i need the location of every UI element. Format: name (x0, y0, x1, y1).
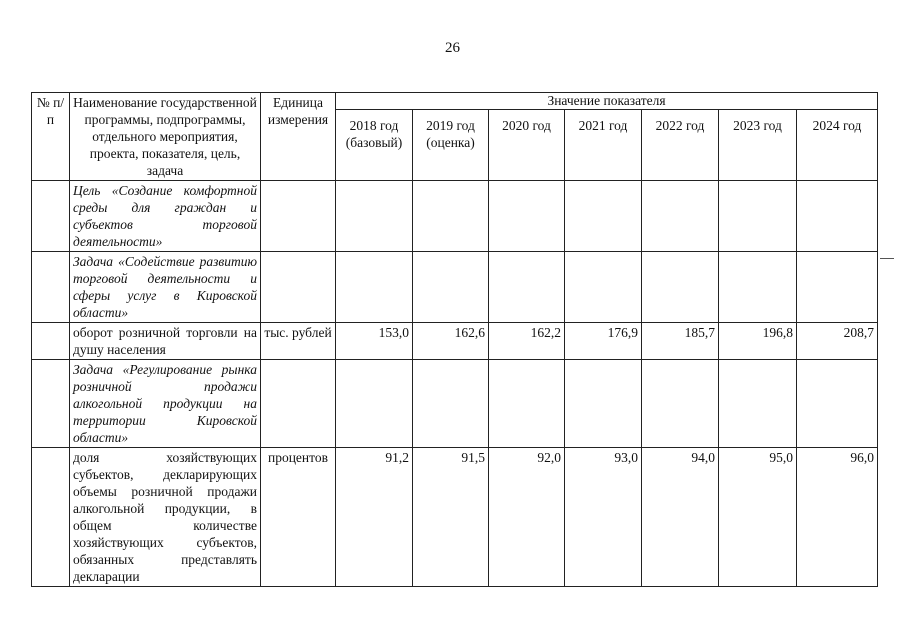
value-cell: 196,8 (719, 323, 797, 360)
value-cell: 96,0 (797, 448, 878, 587)
goal-text: Цель «Создание комфортной среды для граждан и субъектов торговой деятельности» (70, 181, 261, 252)
value-cell: 95,0 (719, 448, 797, 587)
header-name: Наименование государственной программы, подпрограммы, отдельного мероприятия, проекта, показателя, цель, задача (70, 93, 261, 181)
row-no (32, 252, 70, 323)
indicator-unit: тыс. рублей (261, 323, 336, 360)
header-year-2023: 2023 год (719, 110, 797, 181)
header-row-1 (32, 93, 878, 110)
value-cell: 94,0 (642, 448, 719, 587)
row-no (32, 360, 70, 448)
row-no (32, 181, 70, 252)
header-year-2020: 2020 год (489, 110, 565, 181)
value-cell: 162,6 (413, 323, 489, 360)
table-row (32, 323, 878, 360)
row-no (32, 448, 70, 587)
value-cell: 176,9 (565, 323, 642, 360)
task-text: Задача «Содействие развитию торговой деятельности и сферы услуг в Кировской области» (70, 252, 261, 323)
page-number: 26 (445, 40, 460, 56)
value-cell: 162,2 (489, 323, 565, 360)
value-cell: 93,0 (565, 448, 642, 587)
margin-mark (880, 258, 894, 259)
value-cell: 91,5 (413, 448, 489, 587)
table-row (32, 252, 878, 323)
value-cell: 153,0 (336, 323, 413, 360)
header-year-2021: 2021 год (565, 110, 642, 181)
indicators-table (31, 92, 878, 587)
table-row (32, 448, 878, 587)
header-year-2018: 2018 год (базовый) (336, 110, 413, 181)
header-year-2019: 2019 год (оценка) (413, 110, 489, 181)
indicator-name: оборот розничной торговли на душу населения (70, 323, 261, 360)
value-cell: 208,7 (797, 323, 878, 360)
value-cell: 91,2 (336, 448, 413, 587)
value-cell: 185,7 (642, 323, 719, 360)
header-value: Значение показателя (336, 93, 878, 110)
header-no: № п/п (32, 93, 70, 181)
header-unit: Единица измерения (261, 93, 336, 181)
row-no (32, 323, 70, 360)
header-year-2022: 2022 год (642, 110, 719, 181)
header-year-2024: 2024 год (797, 110, 878, 181)
indicator-unit: процентов (261, 448, 336, 587)
table-row (32, 360, 878, 448)
indicator-name: доля хозяйствующих субъектов, декларирующих объемы розничной продажи алкогольной продукции, в общем количестве хозяйствующих субъектов, обязанных представлять декларации (70, 448, 261, 587)
task-text: Задача «Регулирование рынка розничной продажи алкогольной продукции на территории Кировской области» (70, 360, 261, 448)
value-cell: 92,0 (489, 448, 565, 587)
table-row (32, 181, 878, 252)
